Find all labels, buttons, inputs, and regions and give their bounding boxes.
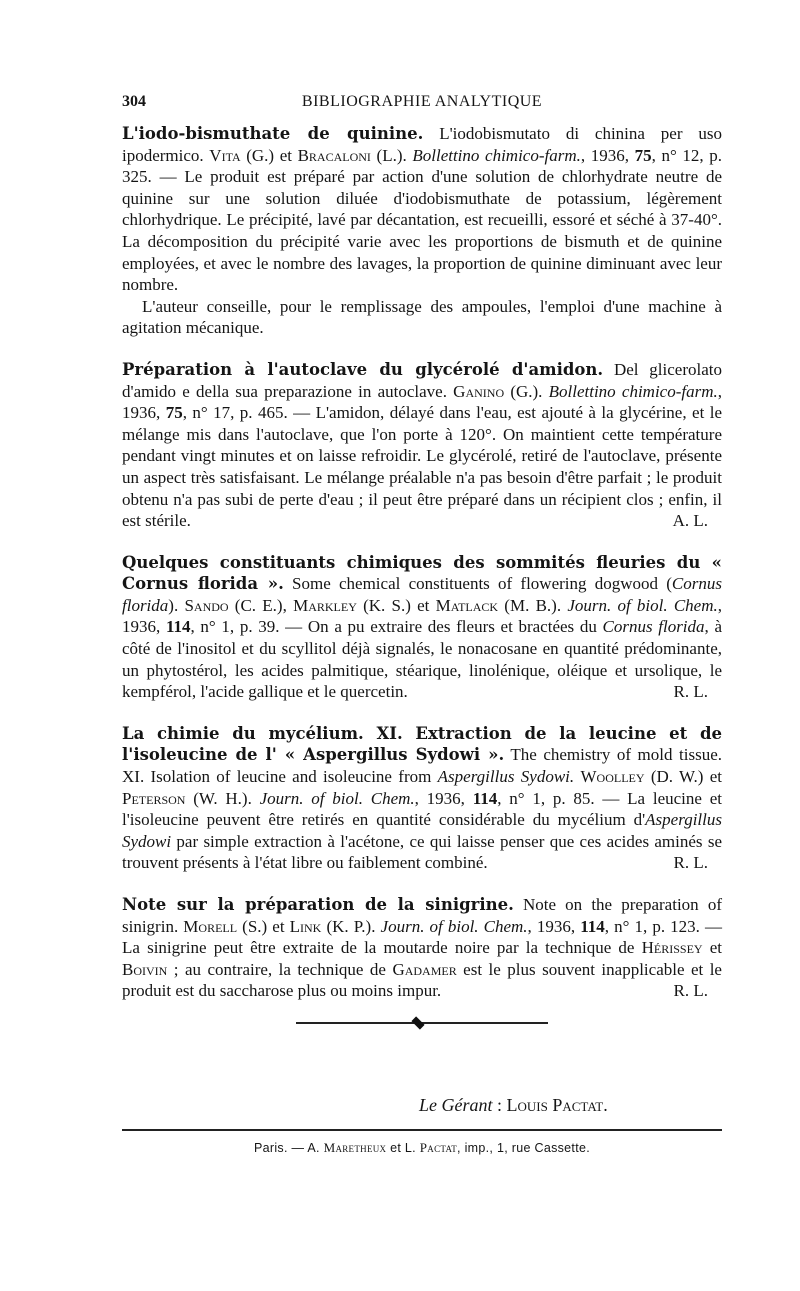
volume-number: 75 [634, 145, 652, 165]
author-name: Sando [184, 595, 229, 615]
author-name: Matlack [435, 595, 499, 615]
journal-name: Bollettino chimico-farm. [412, 145, 581, 165]
journal-name: Journ. of biol. Chem. [380, 916, 528, 936]
page-number: 304 [122, 93, 146, 110]
running-title: BIBLIOGRAPHIE ANALYTIQUE [301, 93, 543, 110]
entry-text: , 1936, [122, 595, 723, 637]
entry-signature: R. L. [673, 853, 708, 873]
printer-imprint [122, 1140, 722, 1156]
page-header [122, 93, 722, 119]
entry-text: The chemistry of mold tissue. XI. Isolation of leucine and isoleucine from [122, 745, 722, 787]
entry-text: , n° 1, p. 39. — On a pu extraire des fleurs et bractées du [190, 617, 603, 637]
entry-text: Del glicerolato d'amido e della sua preparazione in autoclave. [122, 359, 722, 401]
entry-title: Note sur la préparation de la sinigrine. [122, 895, 514, 914]
footer-rule [122, 1129, 722, 1131]
author-name: Peterson [122, 788, 186, 808]
author-name: Vita [209, 145, 241, 165]
entry-text: , 1936, [414, 788, 473, 808]
entry-text: , n° 12, p. 325. — Le produit est préparé par action d'une solution de chlorhydrate neutre de quinine sur une solution diluée d'iodobismuthate de potassium, légèrement chlorhydrique. Le précipité, lavé par décantation, est recueilli, essoré et séché à 37-40°. La décomposition du précipité varie avec les proportions de bismuth et de quinine employées, et avec le nombre des lavages, la proportion de quinine diminuant avec leur nombre. [122, 145, 723, 295]
entry-text: Some chemical constituents of flowering dogwood ( [283, 574, 672, 594]
species-name: Cornus florida [122, 574, 722, 615]
entry-signature: A. L. [672, 511, 708, 531]
gerant-line [419, 1095, 608, 1116]
author-name: Gadamer [392, 959, 457, 979]
species-name: Aspergillus Sydowi. [437, 767, 575, 787]
entry-text: (D. W.) et [644, 767, 723, 787]
author-name: Boivin [122, 959, 168, 979]
bibliography-entry [122, 123, 722, 296]
journal-name: Journ. of biol. Chem. [259, 788, 415, 808]
entry-text: L'auteur conseille, pour le remplissage des ampoules, l'emploi d'une machine à agitation mécanique. [122, 296, 722, 338]
bibliography-entry [122, 359, 722, 532]
entry-signature: R. L. [673, 682, 708, 702]
entry-text: (G.) et [240, 145, 298, 165]
entry-text: ). [168, 595, 185, 615]
entry-text: par simple extraction à l'acétone, ce qui laisse penser que ces acides aminés se trouvent présents à l'état libre ou faiblement combiné. [122, 831, 722, 873]
journal-name: Bollettino chimico-farm. [548, 381, 718, 401]
entry-text: , à côté de l'inositol et du scyllitol déjà signalés, le nonacosane en quantité prédominante, un phytostérol, les acides palmitique, stéarique, linolénique, oléique et ursolique, le kempférol, l'acide gallique et le quercetin. [122, 617, 723, 702]
bibliography-entry [122, 723, 722, 874]
volume-number: 75 [165, 403, 183, 423]
gerant-name: Louis Pactat. [506, 1095, 608, 1115]
entry-text: , n° 17, p. 465. — L'amidon, délayé dans l'eau, est ajouté à la glycérine, et le mélange mis dans l'autoclave, que l'on porte à 120°. On maintient cette température pendant vingt minutes et on laisse refroidir. Le glycérolé, retiré de l'autoclave, présente un aspect très satisfaisant. Le mélange préalable n'a pas besoin d'être parfait ; le produit obtenu n'a pas subi de perte d'eau ; il peut être préparé dans un récipient clos ; enfin, il est stérile. [122, 403, 723, 531]
entry-signature: R. L. [673, 981, 708, 1001]
ornament-divider [296, 1019, 548, 1027]
entry-text: ; au contraire, la technique de [167, 959, 393, 979]
entry-title: La chimie du mycélium. XI. Extraction de la leucine et de l'isoleucine de l' « Aspergillus Sydowi ». [122, 723, 722, 765]
author-name: Morell [183, 916, 238, 936]
author-name: Bracaloni [297, 145, 371, 165]
author-name: Link [289, 916, 322, 936]
entry-text: (K. S.) et [356, 595, 436, 615]
entry-text: (M. B.). [498, 595, 568, 615]
entry-title: L'iodo-bismuthate de quinine. [122, 124, 424, 143]
volume-number: 114 [472, 788, 498, 808]
entry-text: (W. H.). [185, 788, 260, 808]
entry-text: (L.). [370, 145, 413, 165]
entry-text: (C. E.), [228, 595, 294, 615]
author-name: Woolley [580, 767, 645, 787]
entry-text: , 1936, [122, 381, 722, 423]
page [122, 93, 723, 1155]
entry-text: , n° 1, p. 123. — La sinigrine peut être extraite de la moutarde noire par la technique de [122, 916, 723, 958]
journal-name: Journ. of biol. Chem. [567, 595, 718, 615]
gerant-separator: : [492, 1095, 507, 1115]
author-name: Markley [293, 595, 357, 615]
entry-text: (K. P.). [321, 916, 381, 936]
species-name: Aspergillus Sydowi [122, 810, 722, 851]
diamond-icon [411, 1016, 424, 1029]
entry-title: Préparation à l'autoclave du glycérolé d'amidon. [122, 359, 604, 379]
entry-text: Note on the preparation of sinigrin. [122, 895, 722, 936]
entry-text: L'iodobismutato di chinina per uso ipodermico. [122, 124, 722, 165]
entry-text: et [702, 938, 722, 958]
volume-number: 114 [165, 617, 191, 637]
imprint-text: et L. [386, 1141, 420, 1155]
entry-text: (S.) et [237, 916, 290, 936]
volume-number: 114 [580, 916, 605, 936]
entry-text: est le plus souvent inapplicable et le produit est du saccharose plus ou moins impur. [122, 959, 722, 1001]
entry-title: Quelques constituants chimiques des sommités fleuries du « Cornus florida ». [122, 552, 722, 594]
gerant-label: Le Gérant [419, 1095, 493, 1115]
imprint-text: , imp., 1, rue Cassette. [457, 1141, 590, 1155]
imprint-name: Pactat [419, 1140, 458, 1155]
entry-text: , 1936, [527, 916, 581, 936]
entry-text: , 1936, [580, 145, 635, 165]
entry-text: (G.). [504, 381, 549, 401]
imprint-text: Paris. — A. [254, 1141, 324, 1155]
entry-text: , n° 1, p. 85. — La leucine et l'isoleucine peuvent être retirés en quantité considérable du mycélium d' [122, 788, 722, 830]
author-name: Ganino [453, 381, 505, 401]
author-name: Hérissey [641, 938, 703, 958]
bibliography-entry [122, 552, 722, 703]
imprint-name: Maretheux [323, 1140, 387, 1155]
entry-paragraph [122, 296, 722, 339]
species-name: Cornus florida [602, 617, 705, 637]
